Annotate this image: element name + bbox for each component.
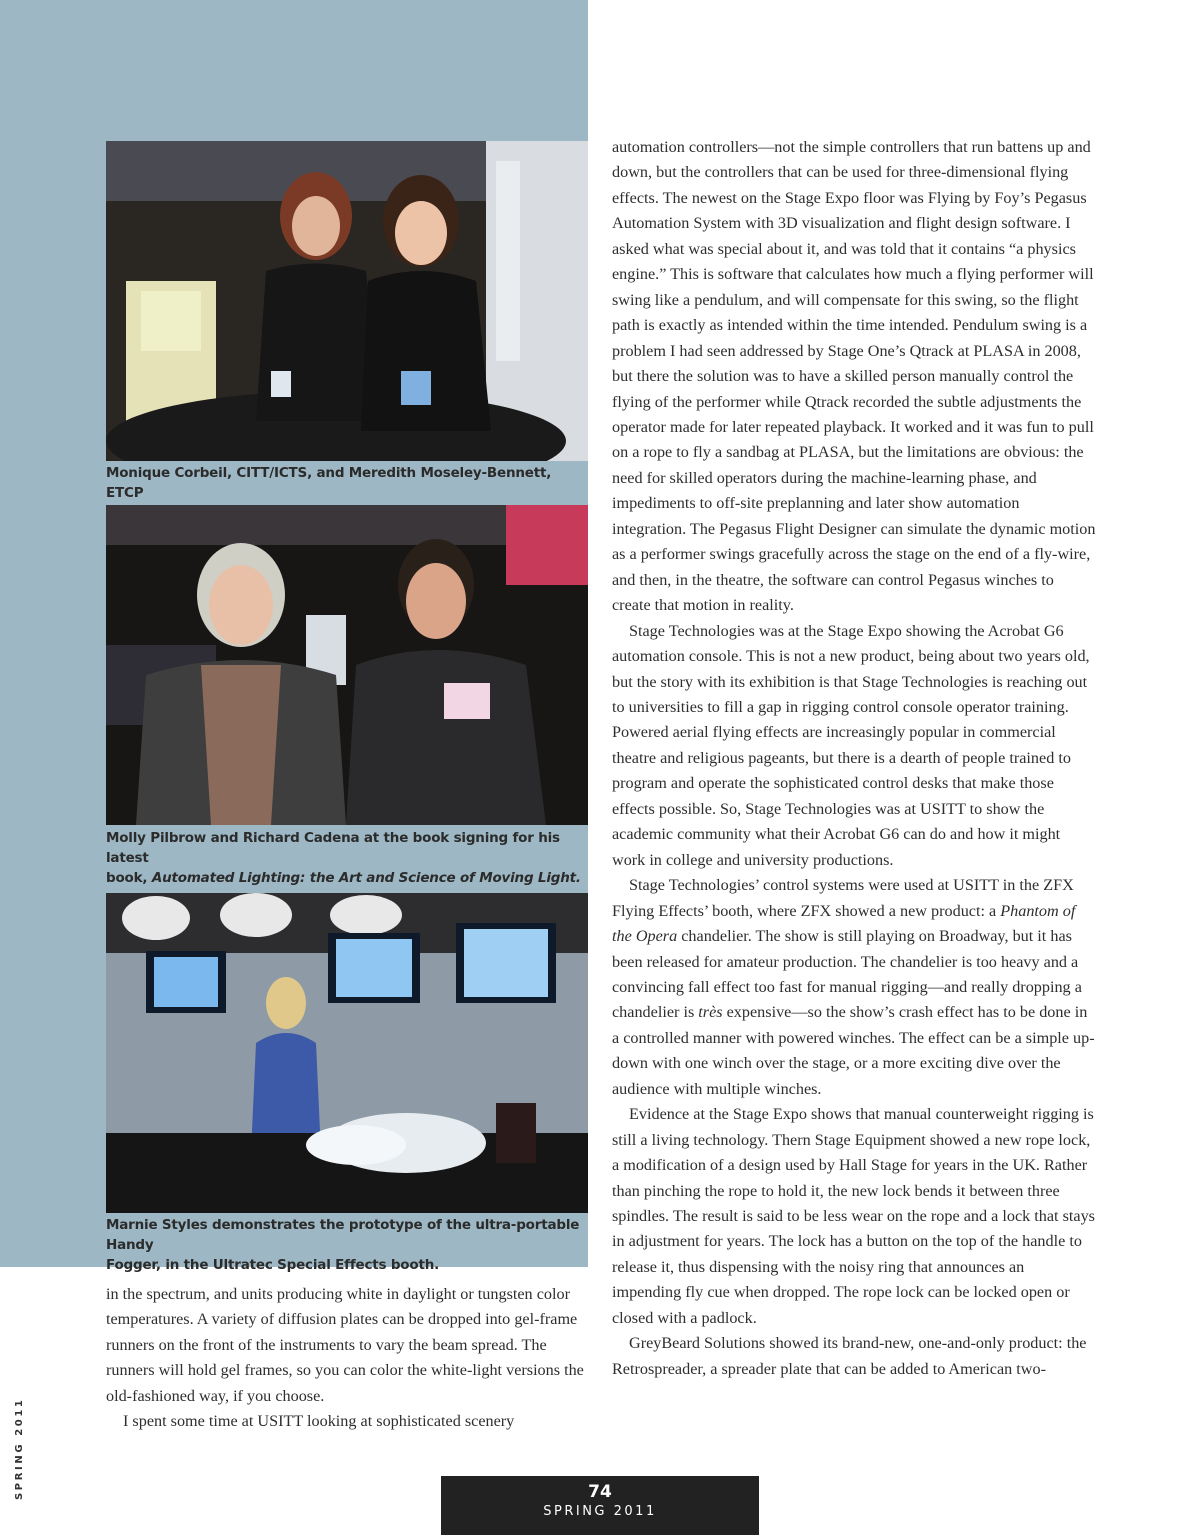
side-issue-label: SPRING 2011 <box>14 1397 25 1500</box>
caption-line: Marnie Styles demonstrates the prototype of the ultra-portable Handy <box>106 1217 580 1253</box>
paragraph: I spent some time at USITT looking at sophisticated scenery <box>123 1412 515 1431</box>
photo-caption: Monique Corbeil, CITT/ICTS, and Meredith Moseley-Bennett, ETCP <box>106 465 552 501</box>
photo-two-women-at-booth <box>106 141 588 461</box>
paragraph: Evidence at the Stage Expo shows that manual counterweight rigging is still a living technology. Thern Stage Equipment showed a new rope lock, a modification of a design used by Hall Stage for years in the UK. Rather than pinching the rope to hold it, the new lock bends it between three spindles. The result is said to be less wear on the rope and a lock that stays in adjustment for years. The lock has a button on the top of the handle to release it, thus dispensing with the noisy ring that announces an impending fly cue when dropped. The rope lock can be locked open or closed with a padlock. <box>612 1105 1095 1327</box>
page-number: 74 <box>588 1482 612 1502</box>
paragraph: Stage Technologies’ control systems were used at USITT in the ZFX Flying Effects’ booth, where ZFX showed a new product: a Phantom of the Opera chandelier. The show is still playing on Broadway, but it has been released for amateur production. The chandelier is too heavy and a convincing fall effect too fast for manual rigging—and really dropping a chandelier is très expensive—so the show’s crash effect has to be done in a controlled manner with powered winches. The effect can be a simple up-down with one winch over the stage, or a more exciting dive over the audience with multiple winches. <box>612 876 1095 1098</box>
paragraph: in the spectrum, and units producing white in daylight or tungsten color temperatures. A variety of diffusion plates can be dropped into gel-frame runners on the front of the instruments to vary the beam spread. The runners will hold gel frames, so you can color the white-light versions the old-fashioned way, if you choose. <box>106 1285 584 1405</box>
paragraph: automation controllers—not the simple controllers that run battens up and down, but the controllers that can be used for three-dimensional flying effects. The newest on the Stage Expo floor was Flying by Foy’s Pegasus Automation System with 3D visualization and flight design software. I asked what was special about it, and was told that it contains “a physics engine.” This is software that calculates how much a flying performer will swing like a pendulum, and will compensate for this swing, so the flight path is exactly as intended within the time intended. Pendulum swing is a problem I had seen addressed by Stage One’s Qtrack at PLASA in 2008, but there the solution was to have a skilled person manually control the flying of the performer while Qtrack recorded the subtle adjustments the operator made for later repeated playback. It worked and it was fun to pull on a rope to fly a sandbag at PLASA, but the limitations are obvious: the need for skilled operators during the machine-learning phase, and impediments to off-site preplanning and later show automation integration. The Pegasus Flight Designer can simulate the dynamic motion as a performer swings gracefully across the stage on the end of a fly-wire, and then, in the theatre, the software can control Pegasus winches to create that motion in reality. <box>612 138 1096 615</box>
paragraph: Stage Technologies was at the Stage Expo showing the Acrobat G6 automation console. This is not a new product, being about two years old, but the story with its exhibition is that Stage Technologies is reaching out to universities to fill a gap in rigging control console operator training. Powered aerial flying effects are increasingly popular in commercial theatre and religious pageants, but there is a dearth of people trained to program and operate the sophisticated control desks that make those effects possible. So, Stage Technologies was at USITT to show the academic community what their Acrobat G6 can do and how it might work in college and university productions. <box>612 621 1090 869</box>
issue-label: SPRING 2011 <box>543 1504 657 1519</box>
italic-word: très <box>698 1003 723 1022</box>
caption-line: Fogger, in the Ultratec Special Effects booth. <box>106 1257 440 1273</box>
photo-book-signing <box>106 505 588 825</box>
left-column-text <box>106 1282 590 1435</box>
caption-line: book, <box>106 870 152 886</box>
caption-line: Molly Pilbrow and Richard Cadena at the book signing for his latest <box>106 830 560 866</box>
page-footer <box>441 1476 759 1535</box>
photo-caption <box>106 1215 584 1275</box>
photo-caption <box>106 828 584 888</box>
paragraph: GreyBeard Solutions showed its brand-new, one-and-only product: the Retrospreader, a spreader plate that can be added to American two- <box>612 1334 1087 1378</box>
right-column-text <box>612 135 1096 1382</box>
photo-fogger-demo <box>106 893 588 1213</box>
show-title: Phantom of the Opera <box>612 901 1076 946</box>
book-title: Automated Lighting: the Art and Science of Moving Light. <box>151 870 581 886</box>
